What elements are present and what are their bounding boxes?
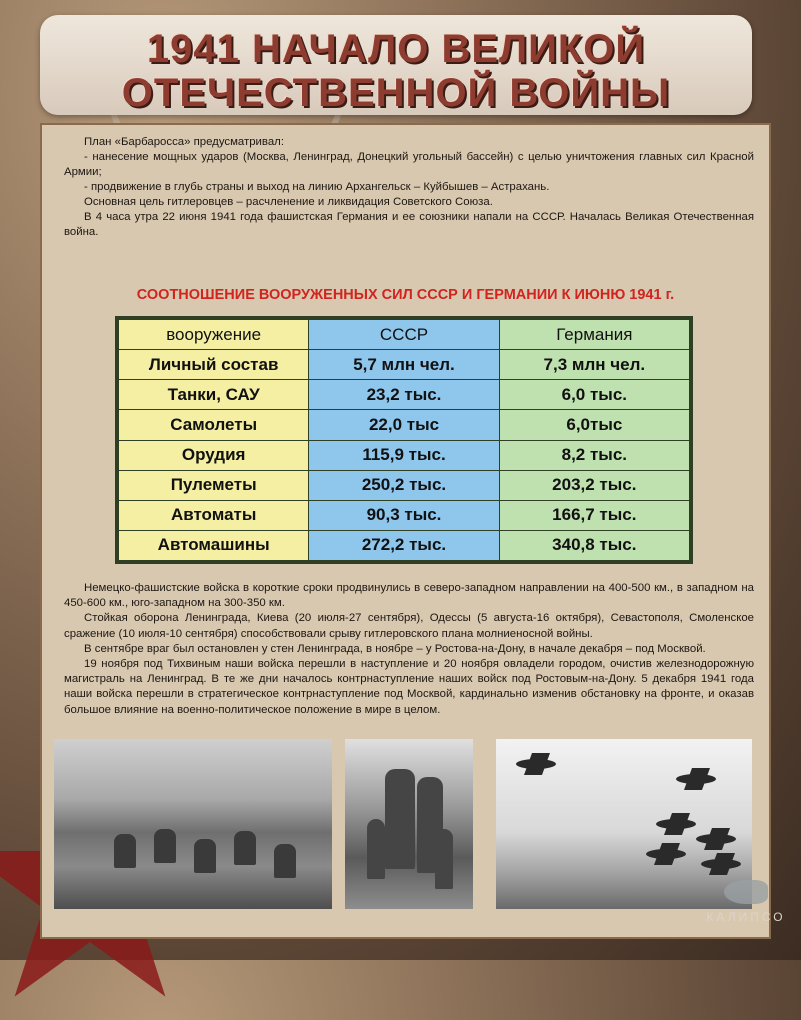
outro-text [64, 581, 754, 718]
photo-motorcycle-column [54, 739, 332, 909]
table-cell: Орудия [119, 440, 309, 470]
intro-paragraph: - нанесение мощных ударов (Москва, Ленинград, Донецкий угольный бассейн) с целью уничтожения главных сил Красной Армии; [64, 151, 754, 178]
table-row [119, 350, 690, 380]
table-row [119, 530, 690, 560]
fish-icon [724, 880, 768, 904]
content-panel [40, 123, 771, 939]
table-cell: 203,2 тыс. [499, 470, 689, 500]
page-title-line-1: 1941 НАЧАЛО ВЕЛИКОЙ [146, 27, 646, 71]
table-cell: Личный состав [119, 350, 309, 380]
table-cell: 6,0 тыс. [499, 380, 689, 410]
table-cell: Самолеты [119, 410, 309, 440]
table-cell: 22,0 тыс [309, 410, 499, 440]
header-germany: Германия [499, 320, 689, 350]
outro-paragraph: Стойкая оборона Ленинграда, Киева (20 июля-27 сентября), Одессы (5 августа-16 октября), Севастополя, Смоленское сражение (10 июля-10 сентября) способствовали срыву гитлеровского плана молниеносной войны. [64, 612, 754, 640]
table-cell: 115,9 тыс. [309, 440, 499, 470]
intro-paragraph: План «Барбаросса» предусматривал: [84, 136, 284, 148]
kalipso-logo [701, 880, 791, 950]
table-cell: 6,0тыс [499, 410, 689, 440]
table-cell: 7,3 млн чел. [499, 350, 689, 380]
table-header-row [119, 320, 690, 350]
table-row [119, 500, 690, 530]
table-row [119, 380, 690, 410]
intro-paragraph: - продвижение в глубь страны и выход на линию Архангельск – Куйбышев – Астрахань. [84, 181, 550, 193]
outro-paragraph: 19 ноября под Тихвиным наши войска перешли в наступление и 20 ноября овладели городом, очистив железнодорожную магистраль на Ленинград. В те же дни началось контрнаступление наших войск под Ростовым-на-Дону. 5 декабря 1941 года наши войска перешли в стратегическое контрнаступление под Москвой, кардинально изменив обстановку на фронте, и оказав большое влияние на военно-политическое положение в мире в целом. [64, 658, 754, 716]
table-cell: Танки, САУ [119, 380, 309, 410]
logo-text: КАЛИПСО [706, 910, 786, 924]
photo-soldiers-children [345, 739, 473, 909]
header-weapon: вооружение [119, 320, 309, 350]
title-banner [40, 15, 752, 115]
table-cell: 23,2 тыс. [309, 380, 499, 410]
page-title-line-2: ОТЕЧЕСТВЕННОЙ ВОЙНЫ [121, 71, 671, 115]
intro-paragraph: Основная цель гитлеровцев – расчленение и ликвидация Советского Союза. [84, 196, 493, 208]
table-cell: 8,2 тыс. [499, 440, 689, 470]
table-row [119, 440, 690, 470]
table-cell: Автоматы [119, 500, 309, 530]
outro-paragraph: В сентябре враг был остановлен у стен Ленинграда, в ноябре – у Ростова-на-Дону, в начале декабря – под Москвой. [84, 642, 706, 655]
forces-table [115, 316, 693, 564]
outro-paragraph: Немецко-фашистские войска в короткие сроки продвинулись в северо-западном направлении на 400-500 км., в западном на 450-600 км., юго-западном на 300-350 км. [64, 582, 754, 610]
intro-paragraph: В 4 часа утра 22 июня 1941 года фашистская Германия и ее союзники напали на СССР. Началась Великая Отечественная война. [64, 211, 754, 238]
table-cell: 250,2 тыс. [309, 470, 499, 500]
table-cell: 166,7 тыс. [499, 500, 689, 530]
table-cell: Автомашины [119, 530, 309, 560]
table-row [119, 470, 690, 500]
table-cell: 90,3 тыс. [309, 500, 499, 530]
intro-text [64, 135, 754, 240]
table-cell: 340,8 тыс. [499, 530, 689, 560]
table-cell: 272,2 тыс. [309, 530, 499, 560]
table-cell: 5,7 млн чел. [309, 350, 499, 380]
table-row [119, 410, 690, 440]
header-ussr: СССР [309, 320, 499, 350]
table-title: СООТНОШЕНИЕ ВООРУЖЕННЫХ СИЛ СССР И ГЕРМАНИИ К ИЮНЮ 1941 г. [136, 287, 675, 303]
table-cell: Пулеметы [119, 470, 309, 500]
